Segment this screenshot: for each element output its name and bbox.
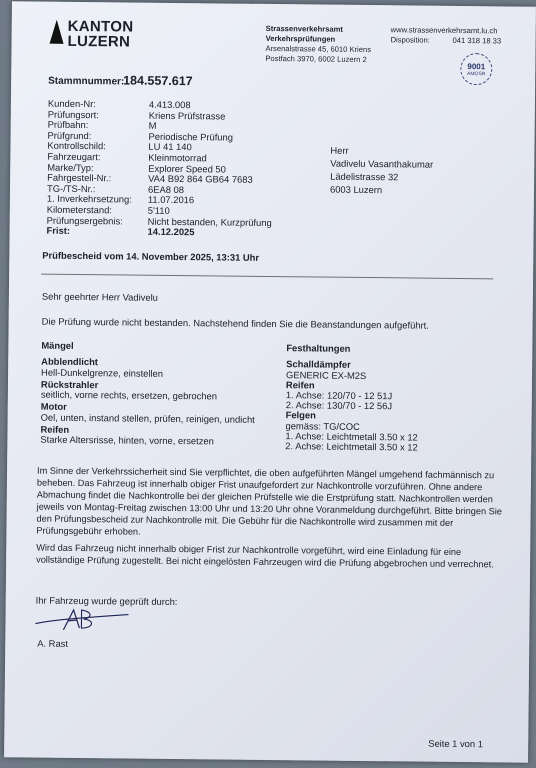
- field-value: VA4 B92 864 GB64 7683: [148, 172, 253, 185]
- festhaltung-line: GENERIC EX-M2S: [286, 368, 367, 381]
- maengel-item-detail: Oel, unten, instand stellen, prüfen, reinigen, undicht: [40, 411, 255, 425]
- paragraph-consequence: Wird das Fahrzeug nicht innerhalb obiger Frist zur Nachkontrolle vorgeführt, wird eine Einladung für eine vollständige Prüfung zugestellt. Bei nicht eingelösten Fahrzeugen wird die Prüfung abgebrochen und verrechnet.: [36, 542, 494, 570]
- recipient-street: Lädelistrasse 32: [330, 170, 399, 183]
- inspection-stamp-icon: [460, 53, 492, 85]
- maengel-item-title: Rückstrahler: [40, 378, 99, 390]
- maengel-item-title: Motor: [40, 400, 67, 412]
- festhaltungen-heading: Festhaltungen: [286, 342, 351, 354]
- greeting: Sehr geehrter Herr Vadivelu: [41, 290, 158, 303]
- field-value: M: [148, 119, 157, 131]
- festhaltung-title: Reifen: [285, 378, 315, 390]
- festhaltung-line: 1. Achse: Leichtmetall 3.50 x 12: [285, 429, 418, 443]
- field-value: 6EA8 08: [147, 183, 185, 195]
- stammnummer-label: Stammnummer:: [48, 75, 125, 88]
- logo-line-1: KANTON: [67, 17, 134, 36]
- pruefbescheid-heading: Prüfbescheid vom 14. November 2025, 13:31 Uhr: [42, 249, 260, 263]
- festhaltung-line: gemäss: TG/COC: [285, 419, 360, 432]
- maengel-item-detail: seitlich, vorne rechts, ersetzen, gebrochen: [40, 388, 218, 402]
- field-label: Frist:: [46, 224, 71, 237]
- maengel-item-title: Abblendlicht: [41, 355, 99, 368]
- field-value: Kriens Prüfstrasse: [148, 109, 226, 122]
- field-label: Fahrgestell-Nr.:: [47, 171, 112, 184]
- field-label: Prüfgrund:: [47, 129, 92, 141]
- field-value: LU 41 140: [148, 141, 192, 153]
- page-indicator: Seite 1 von 1: [428, 737, 484, 750]
- signature-icon: [33, 606, 133, 635]
- festhaltung-title: Felgen: [285, 409, 316, 421]
- field-value: Nicht bestanden, Kurzprüfung: [147, 215, 272, 228]
- stamp-sub: AMOSR: [467, 70, 486, 77]
- maengel-item-detail: Starke Altersrisse, hinten, vorne, ersetzen: [40, 433, 214, 447]
- stammnummer-value: 184.557.617: [123, 73, 193, 89]
- office-address-2: Postfach 3970, 6002 Luzern 2: [265, 53, 367, 64]
- intro-text: Die Prüfung wurde nicht bestanden. Nachstehend finden Sie die Beanstandungen aufgeführt.: [41, 315, 429, 331]
- field-label: Prüfungsort:: [47, 108, 99, 120]
- field-label: Kunden-Nr:: [47, 97, 96, 110]
- festhaltung-line: 2. Achse: 130/70 - 12 56J: [285, 399, 393, 412]
- office-address-1: Arsenalstrasse 45, 6010 Kriens: [265, 43, 372, 55]
- field-label: Kilometerstand:: [46, 203, 112, 216]
- website-link[interactable]: www.strassenverkehrsamt.lu.ch: [390, 25, 498, 36]
- festhaltung-line: 1. Achse: 120/70 - 12 51J: [285, 389, 393, 402]
- disposition-label: Disposition:: [390, 35, 430, 45]
- festhaltung-title: Schalldämpfer: [286, 358, 351, 370]
- field-label: Fahrzeugart:: [47, 150, 101, 163]
- disposition-phone: 041 318 18 33: [452, 35, 502, 46]
- canton-logo-icon: [50, 20, 64, 44]
- field-label: 1. Inverkehrsetzung:: [46, 193, 132, 205]
- canton-logo-text: [67, 19, 133, 50]
- field-label: Prüfbahn:: [47, 118, 89, 131]
- recipient-city: 6003 Luzern: [329, 183, 383, 196]
- logo-line-2: LUZERN: [67, 32, 131, 51]
- field-value: 14.12.2025: [147, 225, 195, 238]
- stamp-number: 9001: [467, 61, 486, 71]
- signer-name: A. Rast: [37, 637, 69, 649]
- field-value: 4.413.008: [148, 98, 191, 111]
- maengel-item-title: Reifen: [40, 423, 70, 435]
- recipient-name: Vadivelu Vasanthakumar: [330, 157, 434, 170]
- office-title: Strassenverkehrsamt: [265, 23, 344, 34]
- office-dept: Verkehrsprüfungen: [265, 33, 336, 44]
- field-label: Prüfungsergebnis:: [46, 214, 123, 227]
- field-value: 11.07.2016: [147, 194, 195, 206]
- maengel-item-detail: Hell-Dunkelgrenze, einstellen: [41, 366, 164, 379]
- field-value: Kleinmotorrad: [148, 151, 207, 164]
- festhaltung-line: 2. Achse: Leichtmetall 3.50 x 12: [285, 439, 418, 453]
- maengel-heading: Mängel: [41, 339, 74, 351]
- closing-text: Ihr Fahrzeug wurde geprüft durch:: [35, 594, 178, 608]
- paragraph-obligation: Im Sinne der Verkehrssicherheit sind Sie verpflichtet, die oben aufgeführten Mängel umgehend fachmännisch zu beheben. Das Fahrzeug ist innerhalb obiger Frist unaufgefordert zur Nachkontrolle vorzuführen. Ohne andere Abmachung findet die Nachkontrolle bei der gleichen Prüfstelle wie die Erstprüfung statt. Nachkontrollen werden jeweils von Montag-Freitag zwischen 13:00 Uhr und 13:20 Uhr ohne Voranmeldung durchgeführt. Bitte bringen Sie den Prüfungsbescheid zur Nachkontrolle mit. Die Gebühr für die Nachkontrolle wird zusammen mit der Prüfungsgebühr erhoben.: [36, 465, 502, 537]
- field-value: Periodische Prüfung: [148, 130, 234, 143]
- field-label: Marke/Typ:: [47, 161, 94, 173]
- field-label: Kontrollschild:: [47, 140, 106, 152]
- divider-line: [41, 274, 493, 280]
- recipient-salutation: Herr: [330, 144, 349, 156]
- field-value: 5'110: [147, 204, 170, 216]
- field-label: TG-/TS-Nr.:: [46, 182, 96, 194]
- field-value: Explorer Speed 50: [148, 162, 226, 175]
- document-page: [4, 1, 536, 762]
